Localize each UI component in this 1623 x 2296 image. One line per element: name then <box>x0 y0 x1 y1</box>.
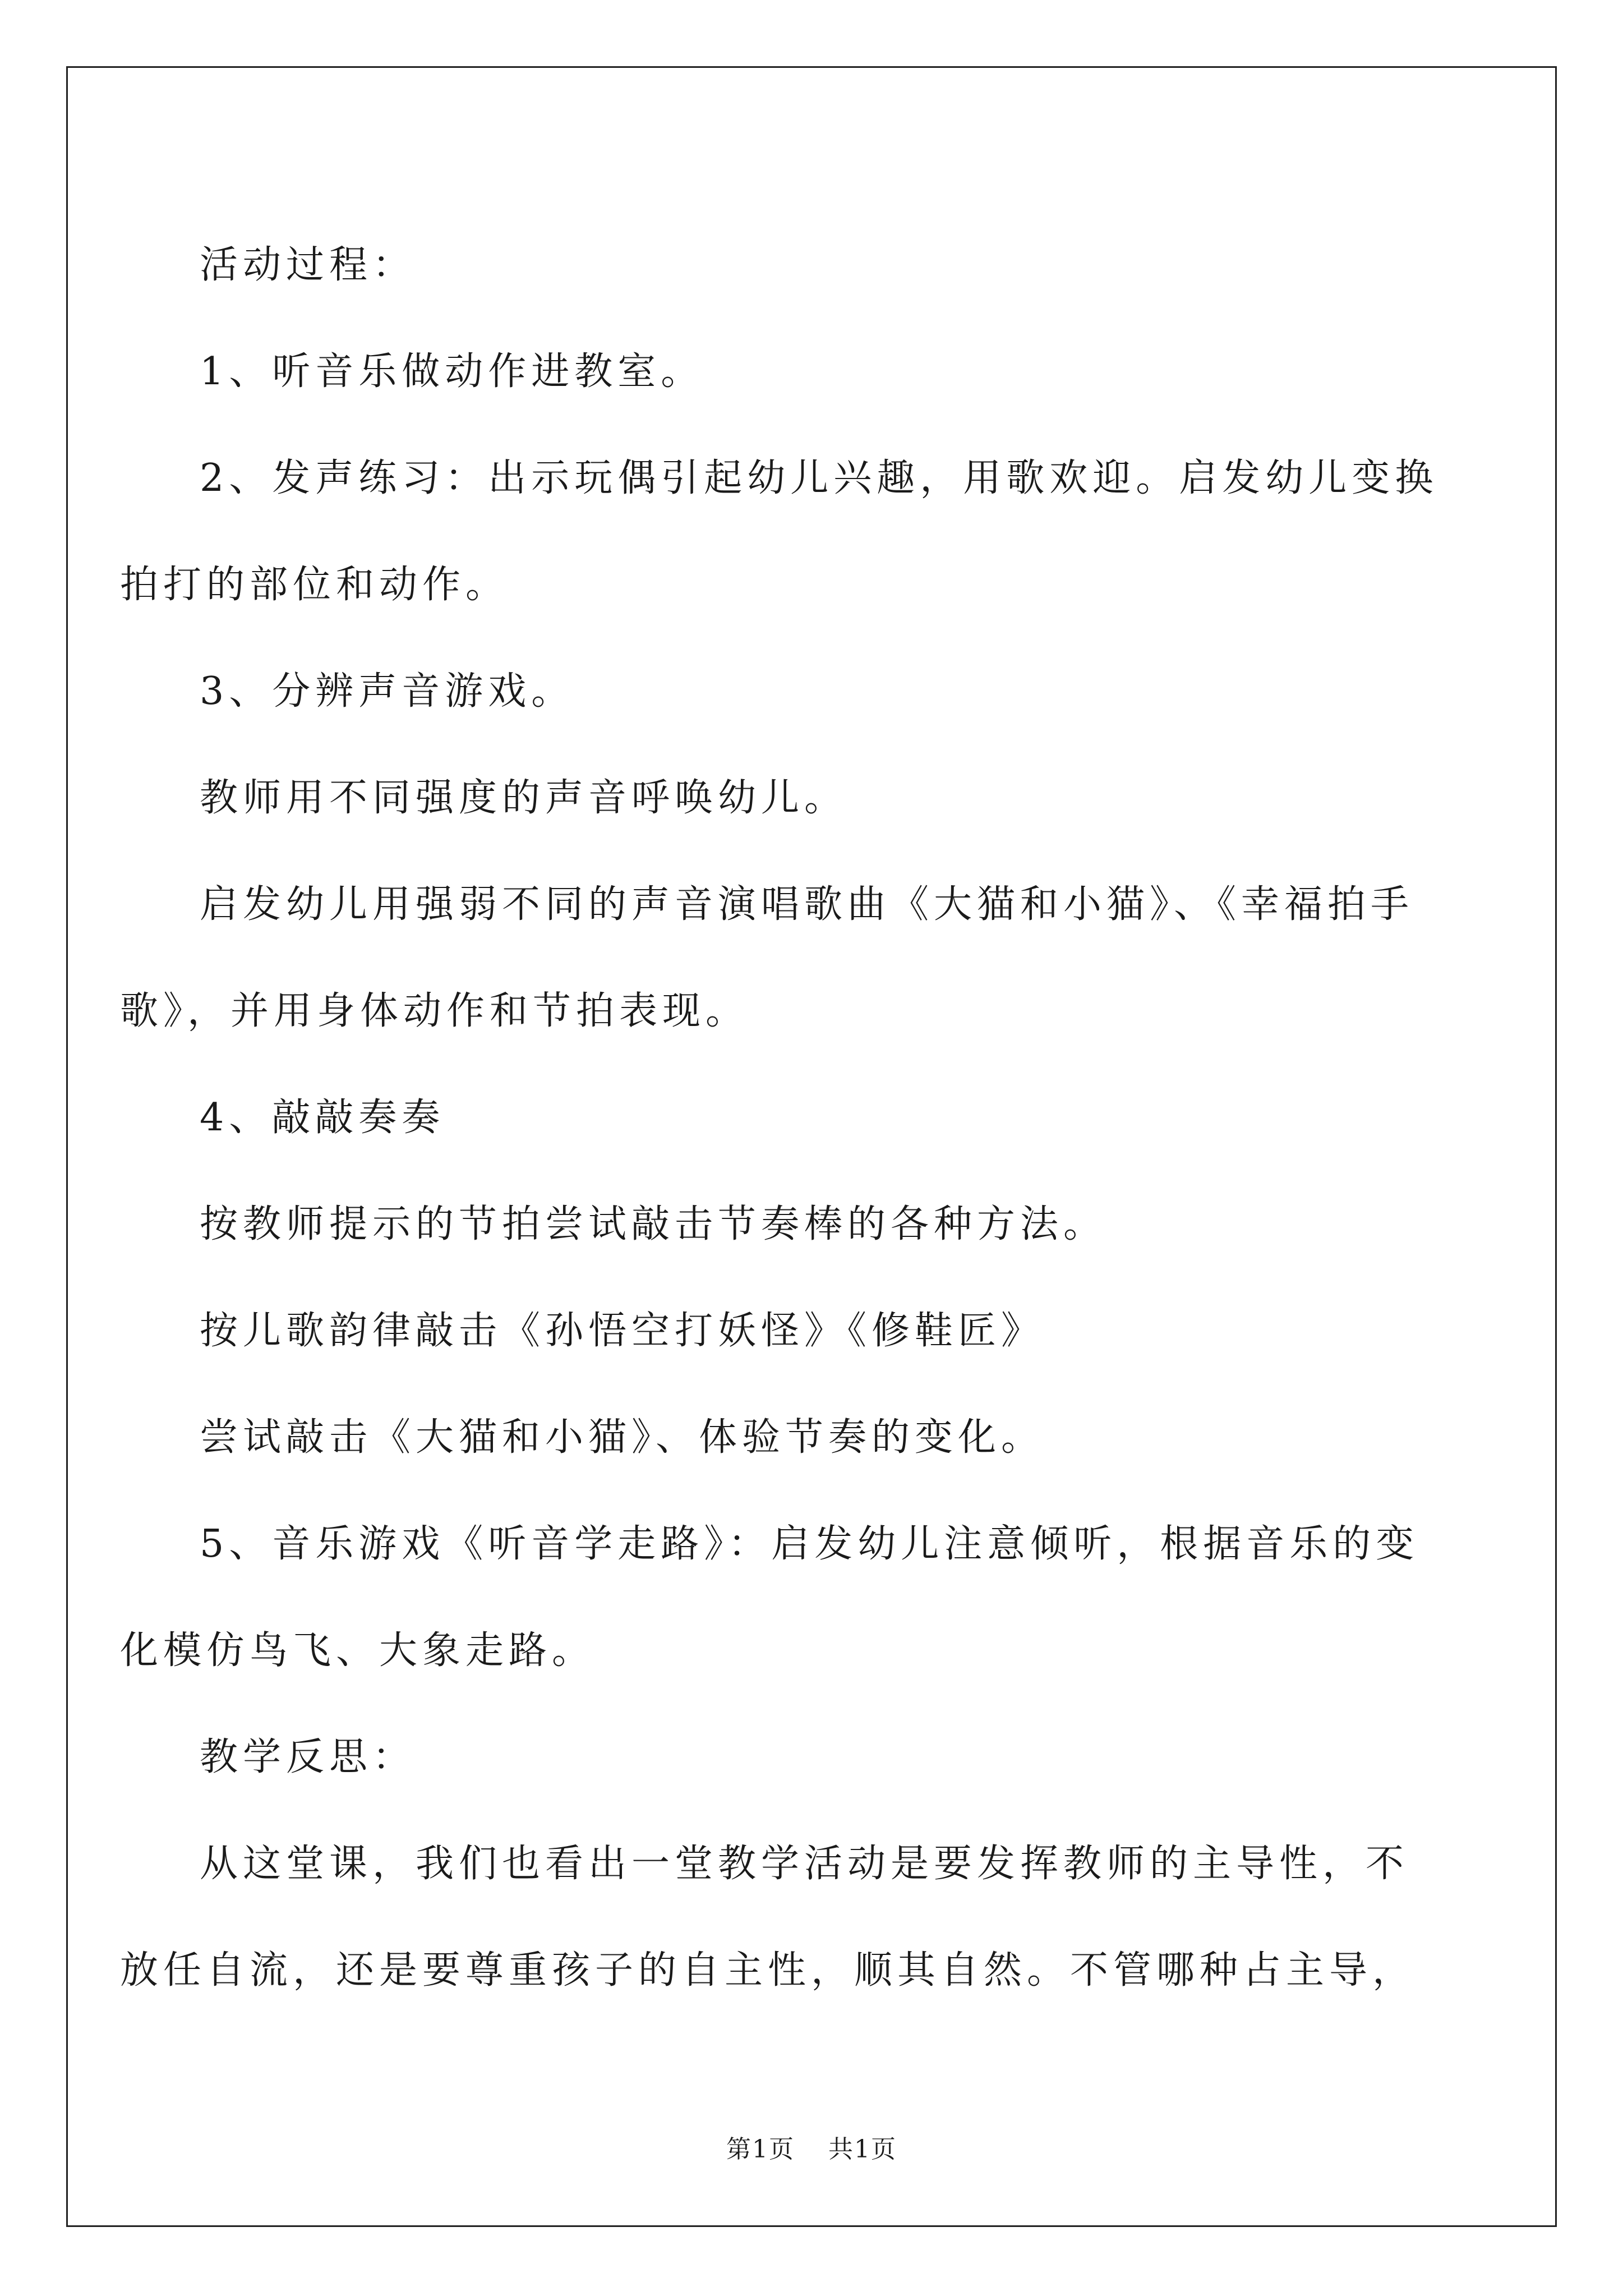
line-9: 4、敲敲奏奏 <box>200 1096 445 1140</box>
line-1: 活动过程： <box>200 243 416 287</box>
line-2: 1、听音乐做动作进教室。 <box>200 349 704 394</box>
line-10: 按教师提示的节拍尝试敲击节奏棒的各种方法。 <box>200 1202 1107 1246</box>
line-13: 5、音乐游戏《听音学走路》：启发幼儿注意倾听，根据音乐的变 <box>200 1522 1419 1566</box>
line-12: 尝试敲击《大猫和小猫》、体验节奏的变化。 <box>200 1415 1045 1460</box>
line-6: 教师用不同强度的声音呼唤幼儿。 <box>200 776 848 820</box>
page-number-current: 第1页 <box>726 2135 795 2164</box>
line-14: 化模仿鸟飞、大象走路。 <box>120 1628 596 1673</box>
page-number-total: 共1页 <box>828 2135 897 2164</box>
document-body <box>120 212 1438 2024</box>
page-footer <box>0 2129 1623 2165</box>
line-5: 3、分辨声音游戏。 <box>200 669 575 714</box>
line-8: 歌》，并用身体动作和节拍表现。 <box>120 989 749 1033</box>
line-16: 从这堂课，我们也看出一堂教学活动是要发挥教师的主导性，不 <box>200 1842 1409 1886</box>
line-17: 放任自流，还是要尊重孩子的自主性，顺其自然。不管哪种占主导， <box>120 1948 1416 1993</box>
line-3: 2、发声练习：出示玩偶引起幼儿兴趣，用歌欢迎。启发幼儿变换 <box>200 456 1438 500</box>
line-4: 拍打的部位和动作。 <box>120 563 509 607</box>
line-7: 启发幼儿用强弱不同的声音演唱歌曲《大猫和小猫》、《幸福拍手 <box>200 882 1414 927</box>
line-15: 教学反思： <box>200 1735 416 1779</box>
line-11: 按儿歌韵律敲击《孙悟空打妖怪》《修鞋匠》 <box>200 1309 1045 1353</box>
